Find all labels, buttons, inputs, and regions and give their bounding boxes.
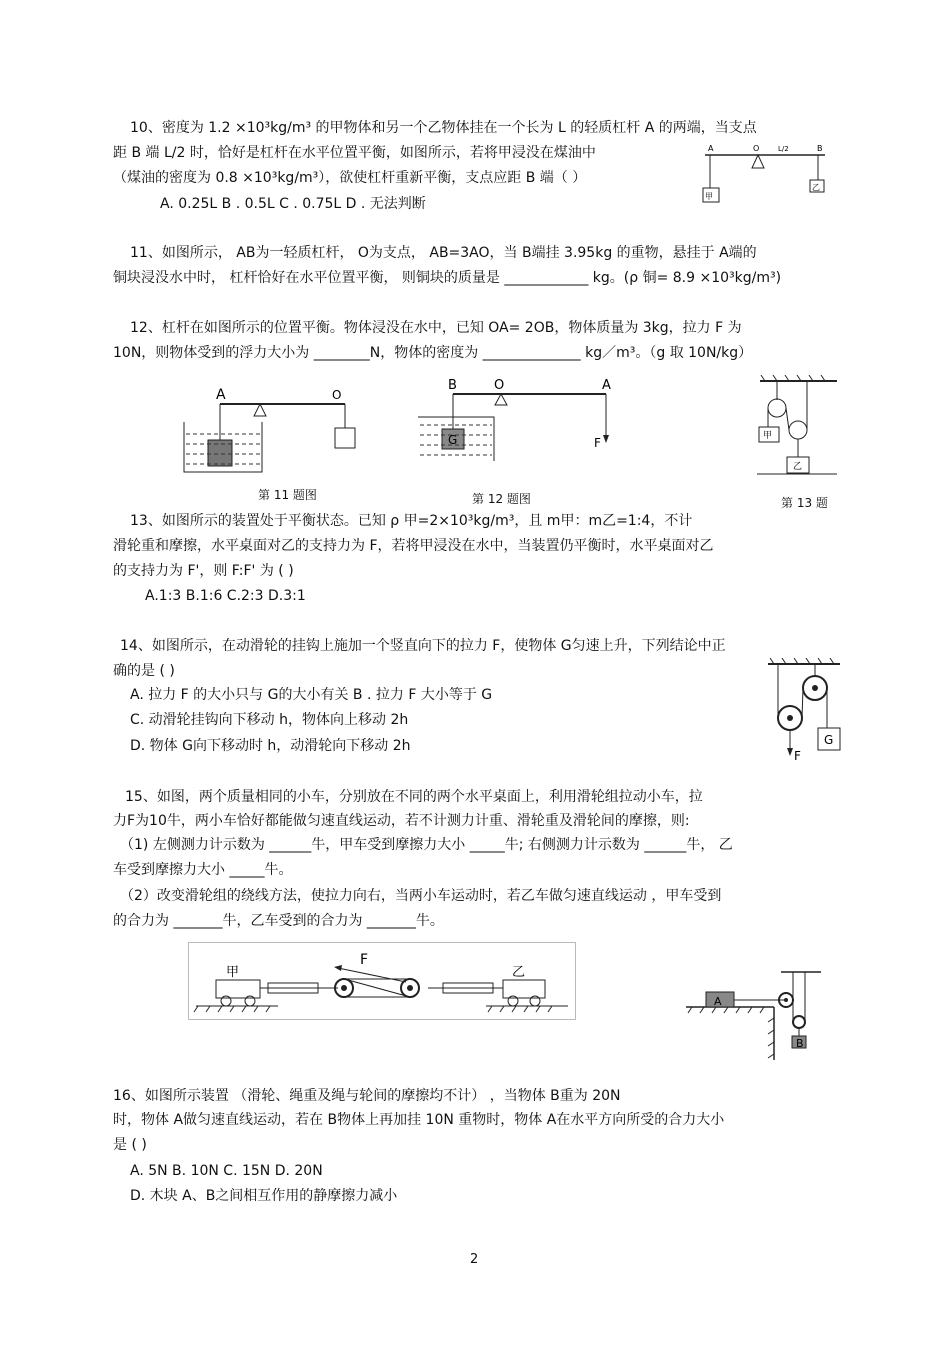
fig12-caption: 第 12 题图 (472, 492, 531, 506)
fig12-label-b: B (448, 378, 457, 393)
q10-fig-jia: 甲 (705, 192, 713, 201)
q14-line-1: 14、如图所示，在动滑轮的挂钩上施加一个竖直向下的拉力 F，使物体 G匀速上升，下列结论中正 (120, 638, 726, 654)
fig16-label-b: B (796, 1037, 804, 1050)
fig12-label-o: O (494, 378, 505, 393)
fig13-pulley (755, 375, 845, 480)
q15-line-4: 车受到摩擦力大小 _____牛。 (113, 862, 293, 878)
q12-line-2: 10N，则物体受到的浮力大小为 ________N，物体的密度为 ______________ kg／m³。（g 取 10N/kg） (113, 345, 753, 361)
q10-lever-figure (700, 140, 830, 210)
q15-line-6: 的合力为 _______牛，乙车受到的合力为 _______牛。 (113, 913, 444, 929)
q10-fig-a: A (708, 144, 714, 153)
fig13-label-jia: 甲 (763, 431, 773, 441)
fig14-label-g: G (824, 733, 834, 747)
q10-line-3: （煤油的密度为 0.8 ×10³kg/m³），欲使杠杆重新平衡，支点应距 B 端（ ） (113, 170, 587, 186)
fig15-label-jia: 甲 (226, 965, 240, 980)
q13-line-2: 滑轮重和摩擦，水平桌面对乙的支持力为 F，若将甲浸没在水中，当装置仍平衡时，水平桌面对乙 (113, 538, 714, 554)
fig12-label-g: G (448, 433, 458, 447)
fig11-label-o: O (332, 388, 342, 402)
fig14-pulley (760, 658, 845, 763)
q10-fig-b: B (817, 144, 823, 153)
q10-fig-half: L/2 (778, 145, 789, 153)
q16-options: A. 5N B. 10N C. 15N D. 20N (130, 1163, 323, 1179)
q16-line-1: 16、如图所示装置 （滑轮、绳重及绳与轮间的摩擦均不计） ，当物体 B重为 20N (113, 1088, 621, 1104)
q12-line-1: 12、杠杆在如图所示的位置平衡。物体浸没在水中，已知 OA= 2OB，物体质量为 3kg，拉力 F 为 (130, 320, 742, 336)
fig16-table-pulley (686, 970, 826, 1065)
fig13-label-yi: 乙 (793, 462, 803, 472)
q15-line-1: 15、如图，两个质量相同的小车，分别放在不同的两个水平桌面上，利用滑轮组拉动小车，拉 (125, 789, 703, 805)
fig12-lever-in-water (418, 377, 618, 467)
fig11-lever-in-water (180, 382, 360, 477)
fig12-label-a: A (602, 378, 611, 393)
q14-option-c: C. 动滑轮挂钩向下移动 h，物体向上移动 2h (130, 712, 409, 728)
q10-options: A. 0.25L B . 0.5L C . 0.75L D . 无法判断 (160, 196, 426, 212)
q10-fig-o: O (753, 144, 760, 153)
fig16-label-a: A (714, 995, 722, 1008)
page-number: 2 (470, 1252, 479, 1267)
q16-line-3: 是 ( ) (113, 1137, 147, 1153)
q13-line-1: 13、如图所示的装置处于平衡状态。已知 ρ 甲=2×10³kg/m³，且 m甲：m乙=1:4，不计 (130, 513, 693, 529)
q11-line-2: 铜块浸没水中时， 杠杆恰好在水平位置平衡， 则铜块的质量是 ____________ kg。(ρ 铜= 8.9 ×10³kg/m³) (113, 270, 782, 286)
fig15-carts (188, 942, 576, 1020)
fig11-caption: 第 11 题图 (258, 488, 317, 502)
q10-fig-yi: 乙 (812, 183, 820, 192)
q14-option-d: D. 物体 G向下移动时 h，动滑轮向下移动 2h (130, 738, 411, 754)
q14-line-2: 确的是 ( ) (113, 663, 175, 679)
fig14-label-f: F (794, 749, 801, 763)
fig12-label-f: F (594, 436, 601, 450)
q10-line-2: 距 B 端 L/2 时，恰好是杠杆在水平位置平衡，如图所示，若将甲浸没在煤油中 (113, 145, 596, 161)
q15-line-2: 力F为10牛，两小车恰好都能做匀速直线运动，若不计测力计重、滑轮重及滑轮间的摩擦，则: (113, 813, 690, 829)
fig11-label-a: A (216, 387, 226, 403)
q10-line-1: 10、密度为 1.2 ×10³kg/m³ 的甲物体和另一个乙物体挂在一个长为 L 的轻质杠杆 A 的两端，当支点 (130, 120, 757, 136)
q13-line-3: 的支持力为 F'，则 F:F' 为 ( ) (113, 563, 294, 579)
q16-line-2: 时，物体 A做匀速直线运动，若在 B物体上再加挂 10N 重物时，物体 A在水平方向所受的合力大小 (113, 1112, 725, 1128)
q11-line-1: 11、如图所示， AB为一轻质杠杆， O为支点， AB=3AO，当 B端挂 3.95kg 的重物，悬挂于 A端的 (130, 245, 757, 261)
q14-option-ab: A. 拉力 F 的大小只与 G的大小有关 B . 拉力 F 大小等于 G (130, 687, 493, 703)
fig13-caption: 第 13 题 (781, 496, 828, 510)
q13-options: A.1:3 B.1:6 C.2:3 D.3:1 (145, 588, 306, 604)
q16-option-d: D. 木块 A、B之间相互作用的静摩擦力减小 (130, 1188, 398, 1204)
q15-line-3: （1) 左侧测力计示数为 ______牛，甲车受到摩擦力大小 _____牛; 右侧测力计示数为 ______牛， 乙 (120, 837, 733, 853)
fig15-label-yi: 乙 (512, 965, 526, 980)
q15-line-5: （2）改变滑轮组的绕线方法，使拉力向右，当两小车运动时，若乙车做匀速直线运动 ，甲车受到 (120, 888, 722, 904)
fig15-label-f: F (360, 952, 369, 968)
